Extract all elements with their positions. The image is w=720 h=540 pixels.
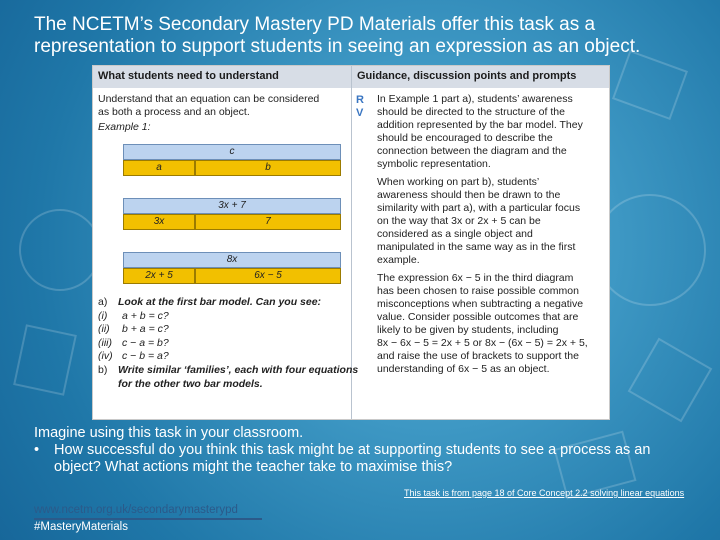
- slide-title: [34, 14, 714, 58]
- guidance-line: manipulated in the same way as in the first: [377, 241, 576, 253]
- guidance-line: symbolic representation.: [377, 158, 491, 170]
- guidance-line: connection between the diagram and the: [377, 145, 567, 157]
- guidance-line: and raise the use of brackets to support the: [377, 350, 579, 362]
- question-item: [98, 337, 348, 351]
- guidance-line: When working on part b), students’: [377, 176, 540, 188]
- question-list: [98, 296, 359, 391]
- question-text: Write similar ‘families’, each with four equations: [118, 363, 359, 376]
- guidance-line: The expression 6x − 5 in the third diagram: [377, 272, 574, 284]
- website-link[interactable]: www.ncetm.org.uk/secondarymasterypd: [34, 504, 238, 516]
- guidance-line: should be directed to the structure of the: [377, 106, 565, 118]
- reflection-text: [34, 425, 718, 476]
- v-marker: V: [356, 107, 364, 119]
- question-text: c − a = b?: [122, 336, 169, 349]
- question-text: b + a = c?: [122, 323, 169, 336]
- guidance-line: addition represented by the bar model. They: [377, 119, 583, 131]
- bar-segment: 3x: [123, 214, 195, 230]
- title-line-1: The NCETM’s Secondary Mastery PD Materials offer this task as a: [34, 14, 596, 35]
- question-item: [98, 363, 359, 378]
- question-label: (iv): [98, 350, 113, 363]
- guidance-line: has been chosen to raise possible common: [377, 285, 579, 297]
- guidance-line: awareness should then be drawn to the: [377, 189, 561, 201]
- hashtag: #MasteryMaterials: [34, 521, 128, 533]
- guidance-paragraph: [377, 176, 605, 267]
- question-text: a + b = c?: [122, 309, 169, 322]
- bar-segment: 2x + 5: [123, 268, 195, 284]
- guidance-paragraph: [377, 272, 605, 376]
- bullet-continuation: object? What actions might the teacher take to maximise this?: [54, 459, 453, 475]
- bullet-icon: •: [34, 442, 40, 458]
- question-item: [98, 323, 348, 337]
- guidance-paragraph: [377, 93, 605, 171]
- reflection-intro: Imagine using this task in your classroom.: [34, 425, 304, 441]
- guidance-line: on the way that 3x or 2x + 5 can be: [377, 215, 541, 227]
- guidance-line: considered as a single object and: [377, 228, 533, 240]
- question-item: [98, 296, 348, 310]
- question-label: b): [98, 363, 108, 376]
- title-line-2: representation to support students in seeing an expression as an object.: [34, 36, 641, 57]
- example-label: Example 1:: [98, 121, 151, 133]
- guidance-line: 8x − 6x − 5 = 2x + 5 or 8x − (6x − 5) = 2x + 5,: [377, 337, 588, 349]
- guidance-line: likely to be given by students, including: [377, 324, 559, 336]
- guidance-line: value. Consider possible outcomes that are: [377, 311, 579, 323]
- question-label: (iii): [98, 336, 112, 349]
- bar-total: 8x: [123, 252, 341, 268]
- question-text: Look at the first bar model. Can you see:: [118, 296, 322, 308]
- bar-segment: 7: [195, 214, 341, 230]
- bullet-text: How successful do you think this task might be at supporting students to see a process as an: [54, 442, 651, 458]
- task-panel: [92, 65, 610, 420]
- right-column-header: Guidance, discussion points and prompts: [357, 70, 577, 82]
- question-item: [98, 310, 348, 324]
- question-text: for the other two bar models.: [118, 377, 263, 390]
- guidance-column: [377, 93, 605, 381]
- question-label: (ii): [98, 323, 110, 336]
- question-label: a): [98, 296, 108, 308]
- bar-total: 3x + 7: [123, 198, 341, 214]
- guidance-line: In Example 1 part a), students’ awareness: [377, 93, 573, 105]
- rv-markers: [356, 94, 364, 120]
- question-label: (i): [98, 309, 108, 322]
- bar-segment: 6x − 5: [195, 268, 341, 284]
- guidance-line: misconceptions when subtracting a negative: [377, 298, 584, 310]
- source-link[interactable]: This task is from page 18 of Core Concept 2.2 solving linear equations: [404, 488, 685, 498]
- bar-total: c: [123, 144, 341, 160]
- intro-text: [98, 93, 346, 119]
- left-column-header: What students need to understand: [98, 70, 279, 82]
- bar-segment: b: [195, 160, 341, 176]
- guidance-line: example.: [377, 254, 420, 266]
- guidance-line: similarity with part a), with a particular focus: [377, 202, 581, 214]
- understanding-column: [98, 93, 346, 134]
- bar-segment: a: [123, 160, 195, 176]
- footer: [34, 503, 262, 534]
- reflection-bullet: [34, 442, 718, 459]
- guidance-line: should be encouraged to describe the: [377, 132, 553, 144]
- intro-line: Understand that an equation can be considered: [98, 93, 320, 105]
- question-item: [98, 378, 348, 392]
- guidance-line: understanding of 6x − 5 as an object.: [377, 363, 550, 375]
- question-text: c − b = a?: [122, 350, 169, 363]
- intro-line: as both a process and an object.: [98, 106, 250, 118]
- question-item: [98, 350, 348, 364]
- r-marker: R: [356, 94, 364, 106]
